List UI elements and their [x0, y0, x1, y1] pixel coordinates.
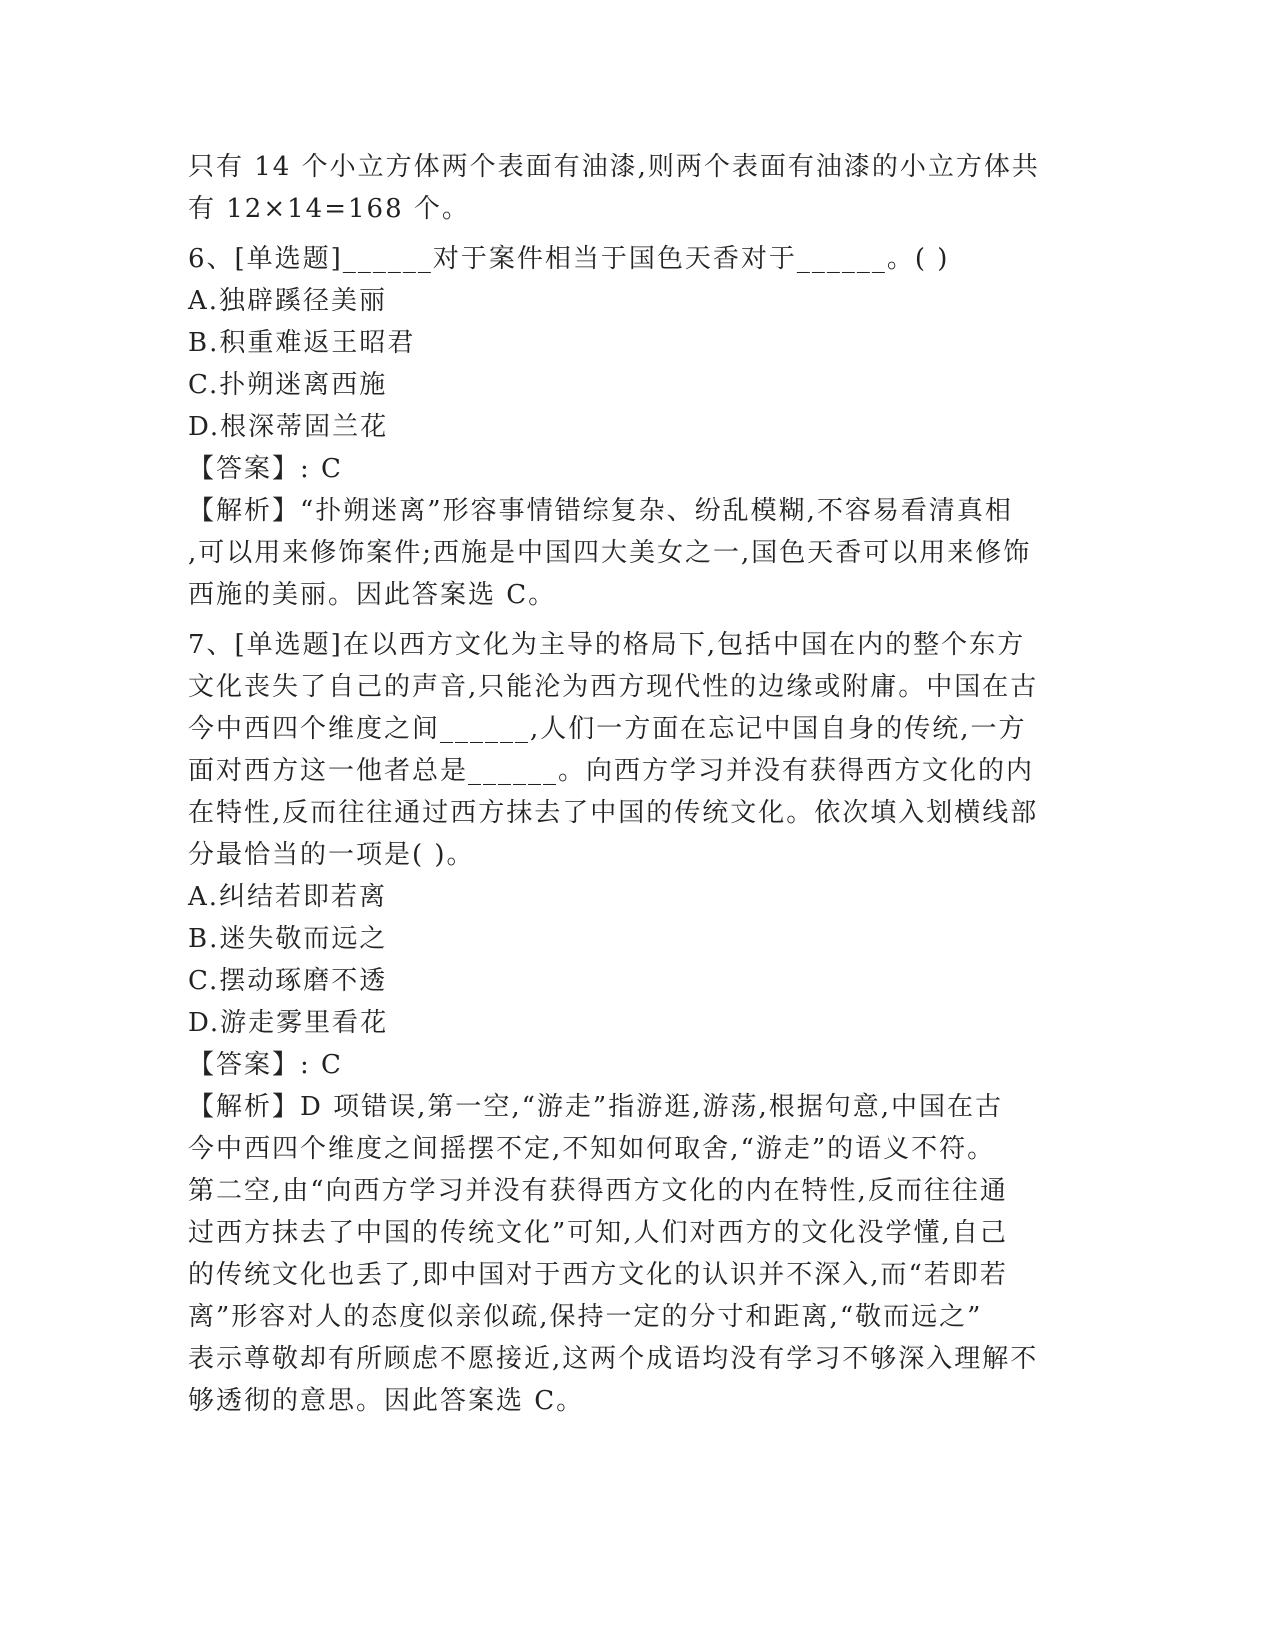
analysis-line: ,可以用来修饰案件;西施是中国四大美女之一,国色天香可以用来修饰	[188, 538, 1032, 568]
analysis-line: 离”形容对人的态度似亲似疏,保持一定的分寸和距离,“敬而远之”	[188, 1302, 983, 1332]
question-stem-line: 分最恰当的一项是( )。	[188, 840, 475, 870]
analysis-line: 今中西四个维度之间摇摆不定,不知如何取舍,“游走”的语义不符。	[188, 1134, 996, 1164]
question-6	[188, 238, 1078, 616]
answer-line: 【答案】: C	[188, 454, 343, 484]
spacer	[188, 616, 1078, 624]
option-a: A.纠结若即若离	[188, 882, 388, 912]
analysis-line: 过西方抹去了中国的传统文化”可知,人们对西方的文化没学懂,自己	[188, 1218, 1008, 1248]
analysis-line: 第二空,由“向西方学习并没有获得西方文化的内在特性,反而往往通	[188, 1176, 1008, 1206]
question-stem-line: 在特性,反而往往通过西方抹去了中国的传统文化。依次填入划横线部	[188, 798, 1039, 828]
question-7	[188, 624, 1078, 1422]
question-stem-line: 文化丧失了自己的声音,只能沦为西方现代性的边缘或附庸。中国在古	[188, 672, 1039, 702]
answer-line: 【答案】: C	[188, 1050, 343, 1080]
analysis-line: 【解析】“扑朔迷离”形容事情错综复杂、纷乱模糊,不容易看清真相	[188, 496, 1013, 526]
option-a: A.独辟蹊径美丽	[188, 286, 388, 316]
analysis-line: 西施的美丽。因此答案选 C。	[188, 580, 557, 610]
analysis-line: 的传统文化也丢了,即中国对于西方文化的认识并不深入,而“若即若	[188, 1260, 1008, 1290]
question-stem-line: 7、[单选题]在以西方文化为主导的格局下,包括中国在内的整个东方	[188, 630, 1026, 660]
option-b: B.迷失敬而远之	[188, 924, 388, 954]
analysis-line: 表示尊敬却有所顾虑不愿接近,这两个成语均没有学习不够深入理解不	[188, 1344, 1039, 1374]
question-stem-line: 面对西方这一他者总是______。向西方学习并没有获得西方文化的内	[188, 756, 1035, 786]
analysis-line: 够透彻的意思。因此答案选 C。	[188, 1386, 585, 1416]
option-c: C.摆动琢磨不透	[188, 966, 388, 996]
question-stem-line: 今中西四个维度之间______,人们一方面在忘记中国自身的传统,一方	[188, 714, 1027, 744]
analysis-line: 有 12×14=168 个。	[188, 194, 470, 224]
spacer	[188, 230, 1078, 238]
analysis-line: 只有 14 个小立方体两个表面有油漆,则两个表面有油漆的小立方体共	[188, 152, 1040, 182]
question-stem: 6、[单选题]______对于案件相当于国色天香对于______。( )	[188, 244, 950, 274]
option-b: B.积重难返王昭君	[188, 328, 416, 358]
option-c: C.扑朔迷离西施	[188, 370, 388, 400]
document-content	[188, 146, 1078, 1422]
option-d: D.根深蒂固兰花	[188, 412, 389, 442]
analysis-line: 【解析】D 项错误,第一空,“游走”指游逛,游荡,根据句意,中国在古	[188, 1092, 1004, 1122]
option-d: D.游走雾里看花	[188, 1008, 389, 1038]
previous-analysis-tail	[188, 146, 1078, 230]
